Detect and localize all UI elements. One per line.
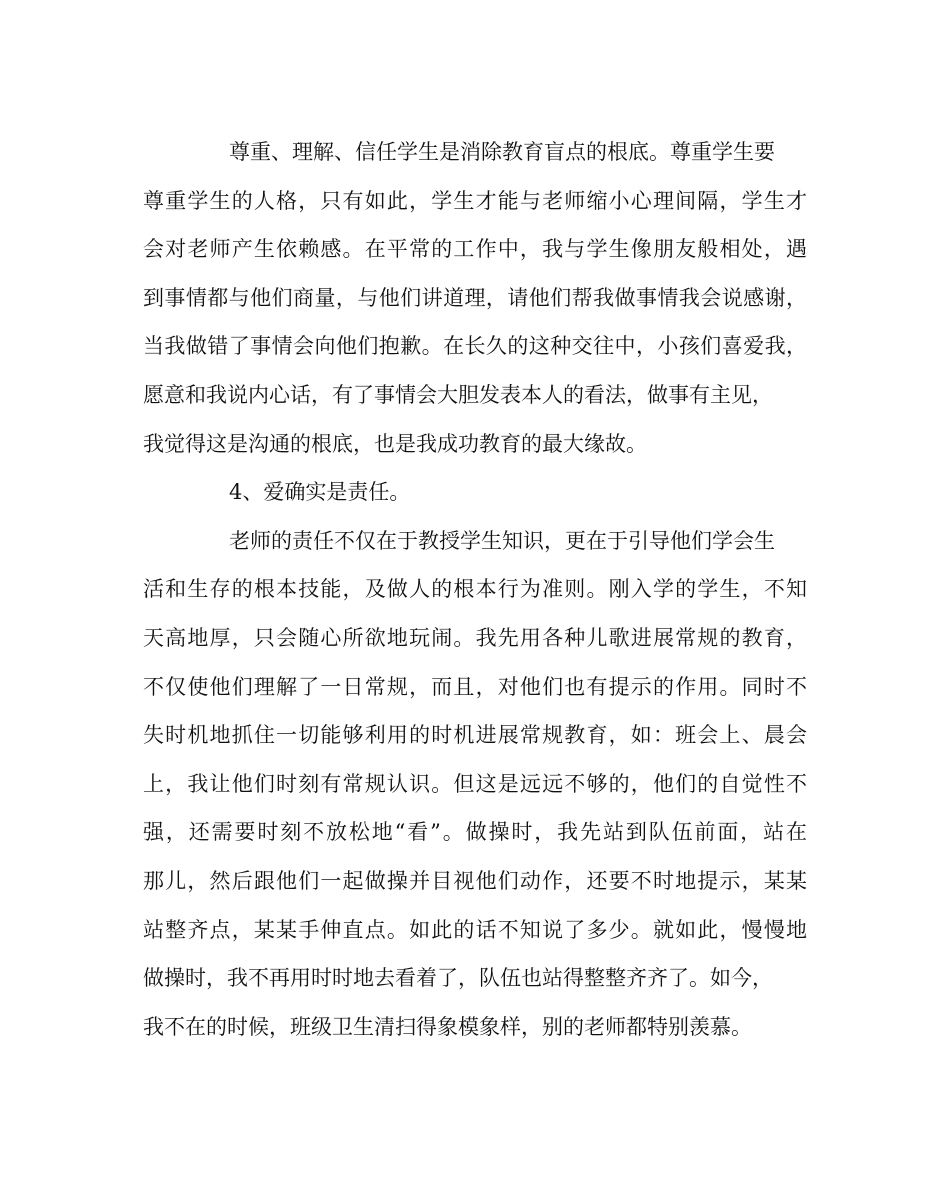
paragraph-respect-line-1: 尊重、理解、信任学生是消除教育盲点的根底。尊重学生要 bbox=[229, 140, 775, 164]
paragraph-responsibility-line-5: 失时机地抓住一切能够利用的时机进展常规教育，如：班会上、晨会 bbox=[143, 723, 807, 748]
paragraph-responsibility-line-11: 我不在的时候，班级卫生清扫得象模象样，别的老师都特别羡慕。 bbox=[143, 1014, 752, 1039]
paragraph-responsibility-line-6: 上，我让他们时刻有常规认识。但这是远远不够的，他们的自觉性不 bbox=[143, 771, 807, 796]
paragraph-responsibility-line-8: 那儿，然后跟他们一起做操并目视他们动作，还要不时地提示，某某 bbox=[143, 868, 807, 893]
paragraph-responsibility-line-9: 站整齐点，某某手伸直点。如此的话不知说了多少。就如此，慢慢地 bbox=[143, 917, 807, 942]
paragraph-respect-line-7: 我觉得这是沟通的根底，也是我成功教育的最大缘故。 bbox=[143, 431, 647, 456]
paragraph-respect-line-3: 会对老师产生依赖感。在平常的工作中，我与学生像朋友般相处，遇 bbox=[143, 237, 807, 262]
document-body bbox=[143, 128, 807, 1051]
paragraph-respect-line-4: 到事情都与他们商量，与他们讲道理，请他们帮我做事情我会说感谢， bbox=[143, 285, 807, 310]
paragraph-responsibility-line-1: 老师的责任不仅在于教授学生知识，更在于引导他们学会生 bbox=[229, 528, 775, 553]
paragraph-responsibility-line-7: 强，还需要时刻不放松地“看”。做操时，我先站到队伍前面，站在 bbox=[143, 820, 807, 845]
paragraph-respect-line-2: 尊重学生的人格，只有如此，学生才能与老师缩小心理间隔，学生才 bbox=[143, 188, 807, 213]
paragraph-responsibility-line-2: 活和生存的根本技能，及做人的根本行为准则。刚入学的学生，不知 bbox=[143, 577, 807, 602]
section-heading-4: 4、爱确实是责任。 bbox=[229, 480, 411, 505]
paragraph-respect-line-6: 愿意和我说内心话，有了事情会大胆发表本人的看法，做事有主见， bbox=[143, 382, 773, 407]
paragraph-respect-line-5: 当我做错了事情会向他们抱歉。在长久的这种交往中，小孩们喜爱我， bbox=[143, 334, 807, 359]
paragraph-responsibility-line-10: 做操时，我不再用时时地去看着了，队伍也站得整整齐齐了。如今， bbox=[143, 966, 773, 991]
paragraph-responsibility-line-3: 天高地厚，只会随心所欲地玩闹。我先用各种儿歌进展常规的教育， bbox=[143, 625, 807, 650]
paragraph-responsibility-line-4: 不仅使他们理解了一日常规，而且，对他们也有提示的作用。同时不 bbox=[143, 674, 807, 699]
